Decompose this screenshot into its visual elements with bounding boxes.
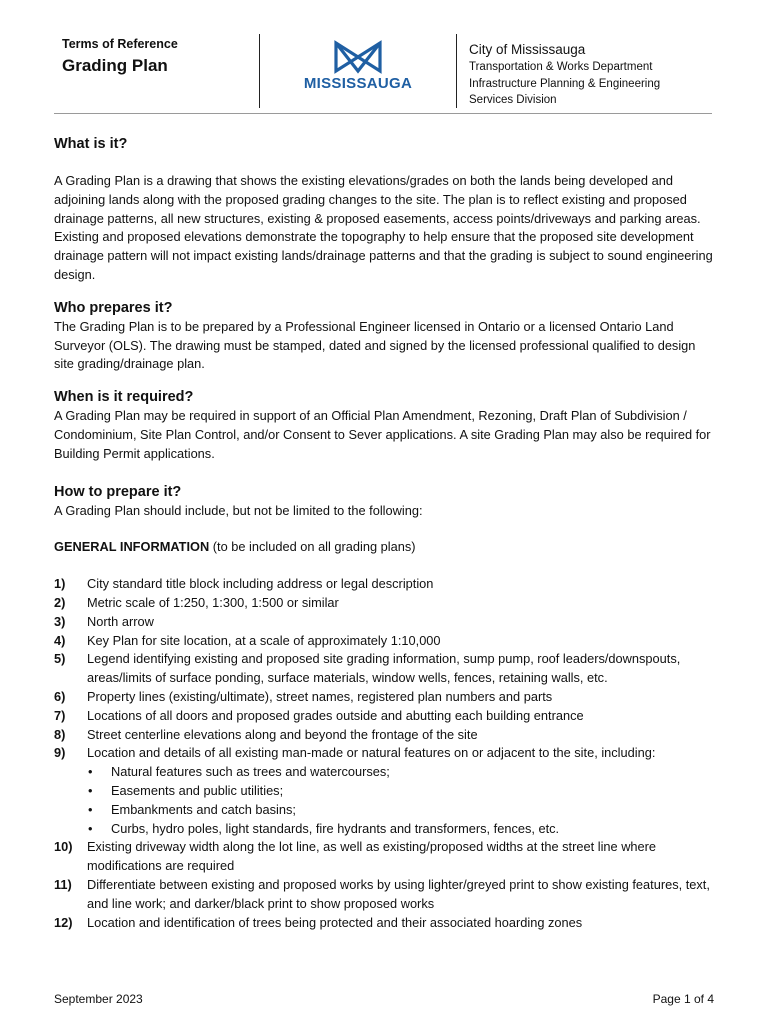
item-text: Location and details of all existing man-made or natural features on or adjacent to the site, including: — [87, 745, 656, 761]
sub-item-text: Curbs, hydro poles, light standards, fire hydrants and transformers, fences, etc. — [111, 820, 560, 836]
section-heading-who: Who prepares it? — [54, 299, 173, 316]
section-body-what: A Grading Plan is a drawing that shows the existing elevations/grades on both the lands being developed and adjoining lands along with the proposed grading changes to the site. The plan is to reflect existing and proposed drainage patterns, all new structures, existing & proposed easements, access points/driveways and parking areas. Existing and proposed elevations demonstrate the topography to help ensure that the proposed site development drainage pattern will not impact existing lands/drainage patterns and that the grading is subject to sound engineering design. — [54, 173, 713, 282]
item-number: 12) — [54, 914, 73, 930]
sub-list-item — [87, 763, 718, 782]
header-left — [62, 36, 178, 77]
sub-item-text: Natural features such as trees and watercourses; — [111, 764, 390, 780]
item-text: Street centerline elevations along and beyond the frontage of the site — [87, 726, 478, 742]
list-item — [54, 744, 718, 838]
item-text: City standard title block including address or legal description — [87, 576, 434, 592]
list-item — [54, 613, 718, 632]
item-text: Metric scale of 1:250, 1:300, 1:500 or similar — [87, 594, 339, 610]
sub-list — [87, 763, 718, 838]
section-intro-how: A Grading Plan should include, but not be limited to the following: — [54, 502, 423, 518]
doc-type: Terms of Reference — [62, 37, 178, 51]
item-number: 6) — [54, 688, 66, 704]
item-number: 4) — [54, 632, 66, 648]
list-item — [54, 914, 718, 933]
footer-page-number: Page 1 of 4 — [652, 992, 714, 1006]
item-number: 1) — [54, 576, 66, 592]
item-number: 2) — [54, 594, 66, 610]
item-number: 7) — [54, 707, 66, 723]
list-item — [54, 632, 718, 651]
item-number: 5) — [54, 651, 66, 667]
list-item — [54, 838, 718, 876]
general-information-line — [54, 538, 718, 557]
section-body-who: The Grading Plan is to be prepared by a Professional Engineer licensed in Ontario or a licensed Ontario Land Surveyor (OLS). The drawing must be stamped, dated and signed by the licensed professional qualified to design site grading/drainage plan. — [54, 318, 696, 372]
list-item — [54, 594, 718, 613]
list-item — [54, 575, 718, 594]
item-text: Existing driveway width along the lot line, as well as existing/proposed widths at the street line where modifications are required — [87, 839, 657, 874]
item-text: Key Plan for site location, at a scale of approximately 1:10,000 — [87, 632, 441, 648]
item-number: 8) — [54, 726, 66, 742]
item-text: Differentiate between existing and proposed works by using lighter/greyed print to show existing features, text, and line work; and darker/black print to show proposed works — [87, 876, 710, 911]
page-title: Grading Plan — [62, 56, 168, 75]
sub-list-item — [87, 801, 718, 820]
city-logo — [300, 40, 416, 100]
header-divider-right — [456, 34, 457, 108]
footer-date: September 2023 — [54, 992, 143, 1006]
list-item — [54, 707, 718, 726]
sub-item-text: Embankments and catch basins; — [111, 801, 296, 817]
section-heading-what: What is it? — [54, 136, 128, 152]
dept-line: Services Division — [469, 94, 557, 106]
bullet-icon: • — [88, 764, 93, 780]
item-text: Location and identification of trees being protected and their associated hoarding zones — [87, 914, 583, 930]
item-text: Locations of all doors and proposed grades outside and abutting each building entrance — [87, 707, 584, 723]
header-rule — [54, 113, 712, 114]
list-item — [54, 876, 718, 914]
item-number: 3) — [54, 613, 66, 629]
general-information-note: (to be included on all grading plans) — [209, 539, 416, 555]
mississauga-logo-icon — [333, 40, 383, 74]
bullet-icon: • — [88, 801, 93, 817]
document-body — [54, 134, 718, 932]
sub-list-item — [87, 782, 718, 801]
section-body-when: A Grading Plan may be required in support of an Official Plan Amendment, Rezoning, Draft Plan of Subdivision / Condominium, Site Plan Control, and/or Consent to Sever applications. A site Grading Plan may also be required for Building Permit applications. — [54, 408, 711, 461]
item-number: 9) — [54, 745, 66, 761]
list-item — [54, 650, 718, 688]
item-text: Property lines (existing/ultimate), street names, registered plan numbers and parts — [87, 688, 553, 704]
dept-line: Infrastructure Planning & Engineering — [469, 77, 661, 90]
item-number: 11) — [54, 876, 72, 892]
org-name: City of Mississauga — [469, 42, 586, 57]
logo-wordmark: MISSISSAUGA — [303, 75, 413, 92]
bullet-icon: • — [88, 782, 93, 798]
bullet-icon: • — [88, 820, 93, 836]
general-information-label: GENERAL INFORMATION — [54, 539, 210, 555]
item-text: North arrow — [87, 613, 154, 629]
list-item — [54, 726, 718, 745]
section-heading-when: When is it required? — [54, 389, 194, 406]
header-divider-left — [259, 34, 260, 108]
header-right — [469, 41, 719, 109]
list-item — [54, 688, 718, 707]
item-text: Legend identifying existing and proposed site grading information, sump pump, roof leaders/downspouts, areas/limits of surface ponding, surface materials, window wells, fences, retaining walls, etc. — [87, 651, 681, 686]
dept-line: Transportation & Works Department — [469, 61, 653, 73]
sub-list-item — [87, 820, 718, 839]
sub-item-text: Easements and public utilities; — [111, 782, 284, 798]
requirements-list — [54, 575, 718, 932]
item-number: 10) — [54, 839, 73, 855]
section-heading-how: How to prepare it? — [54, 483, 182, 500]
